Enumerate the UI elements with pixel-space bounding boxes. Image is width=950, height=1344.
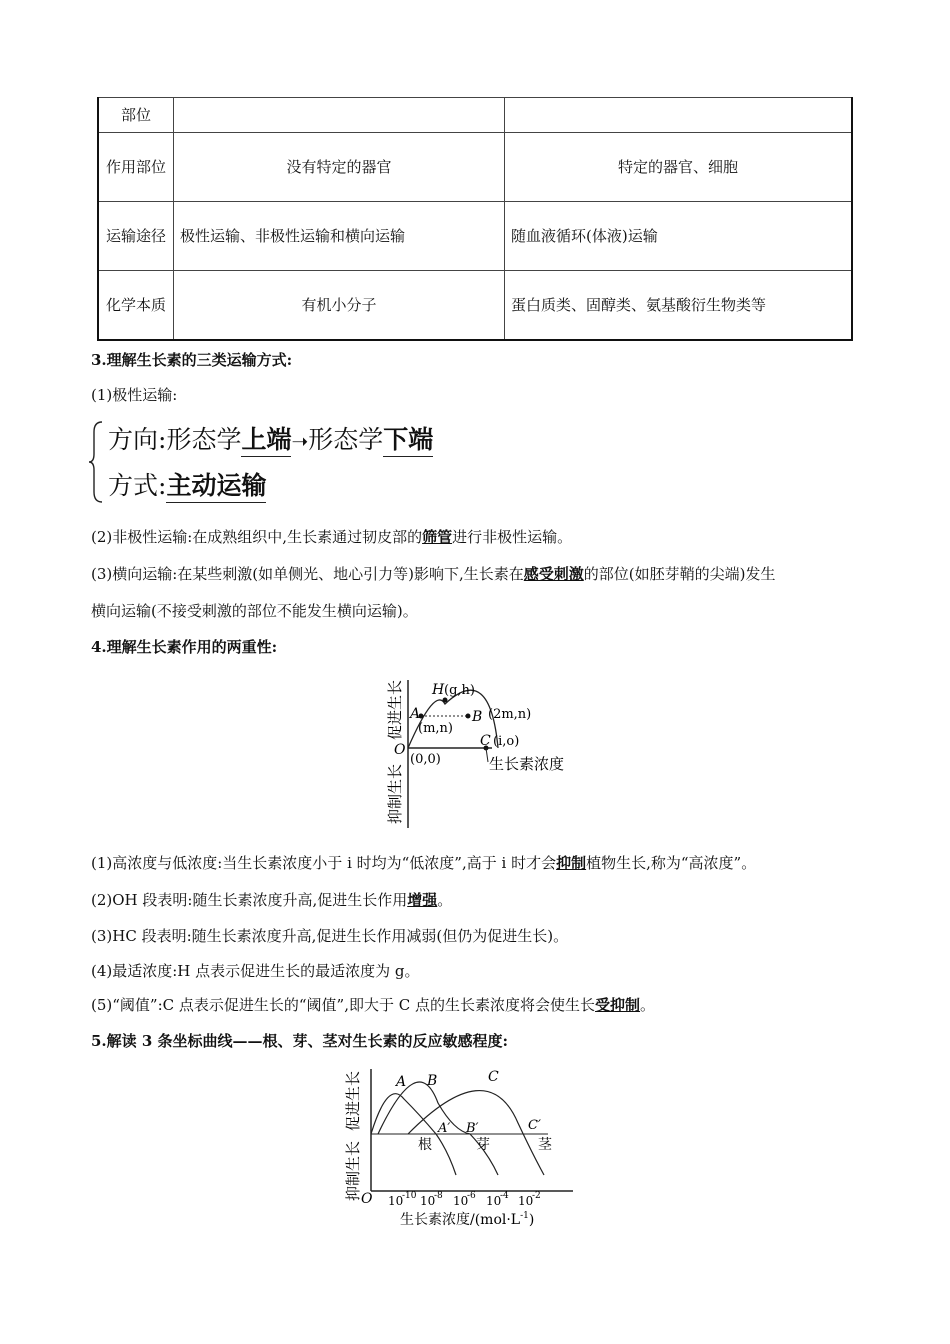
label-bud: 芽 xyxy=(476,1137,490,1153)
label-origin: (0,0) xyxy=(410,752,441,767)
x-ticks xyxy=(388,1191,541,1208)
key-term: 受抑制 xyxy=(595,996,641,1014)
point-4: (4)最适浓度:H 点表示促进生长的最适浓度为 g。 xyxy=(91,962,420,980)
text: (5)“阈值”:C 点表示促进生长的“阈值”,即大于 C 点的生长素浓度将会使生长 xyxy=(91,996,596,1014)
tick-label: 10 xyxy=(420,1194,436,1208)
section-4-heading: 4.理解生长素作用的两重性: xyxy=(91,638,278,656)
table-cell xyxy=(505,98,853,133)
text: 植物生长,称为“高浓度”。 xyxy=(586,854,757,872)
row-label: 作用部位 xyxy=(98,133,174,202)
section-5-heading: 5.解读 3 条坐标曲线——根、芽、茎对生长素的反应敏感程度: xyxy=(91,1032,509,1050)
x-label-sup: -1 xyxy=(520,1211,529,1221)
label-a-coord: (m,n) xyxy=(418,721,453,736)
dual-effect-chart xyxy=(380,668,580,833)
tick-exp: -6 xyxy=(467,1191,476,1201)
point-h xyxy=(443,698,448,703)
table-row xyxy=(98,98,852,133)
tick-label: 10 xyxy=(518,1194,534,1208)
mode-label: 方式: xyxy=(108,471,167,500)
label-root: 根 xyxy=(418,1137,432,1153)
polar-transport-figure xyxy=(88,418,508,506)
label-a: A xyxy=(410,706,421,722)
comparison-table xyxy=(97,97,853,341)
point-5 xyxy=(91,994,655,1015)
tick-label: 10 xyxy=(453,1194,469,1208)
mode-value: 主动运输 xyxy=(166,471,266,503)
direction-from-bold: 上端 xyxy=(241,425,291,457)
table-cell: 有机小分子 xyxy=(174,271,505,340)
label-stem: 茎 xyxy=(538,1137,552,1153)
text: 。 xyxy=(437,891,453,909)
label-h-coord: (g,h) xyxy=(444,683,475,698)
table-cell: 随血液循环(体液)运输 xyxy=(505,202,853,271)
label-o: O xyxy=(361,1191,373,1207)
direction-to: 形态学 xyxy=(308,425,384,454)
label-b: B xyxy=(472,709,483,725)
point-2 xyxy=(91,889,452,910)
direction-from: 形态学 xyxy=(166,425,242,454)
lateral-transport-line2: 横向运输(不接受刺激的部位不能发生横向运输)。 xyxy=(91,602,418,620)
label-c-coord: (i,o) xyxy=(493,734,520,749)
key-term: 增强 xyxy=(407,891,438,909)
direction-line xyxy=(108,420,433,456)
tick-label: 10 xyxy=(486,1194,502,1208)
text: 的部位(如胚芽鞘的尖端)发生 xyxy=(583,565,776,583)
tick-exp: -10 xyxy=(402,1191,417,1201)
text: (3)横向运输:在某些刺激(如单侧光、地心引力等)影响下,生长素在 xyxy=(91,565,524,583)
row-label: 化学本质 xyxy=(98,271,174,340)
label-c-prime: C′ xyxy=(528,1118,541,1133)
table-cell: 极性运输、非极性运输和横向运输 xyxy=(174,202,505,271)
x-axis-label: 生长素浓度 xyxy=(489,755,565,773)
tick-exp: -2 xyxy=(532,1191,541,1201)
brace-icon xyxy=(88,418,108,506)
label-a: A xyxy=(396,1074,407,1090)
row-label: 运输途径 xyxy=(98,202,174,271)
key-term: 抑制 xyxy=(556,854,587,872)
point-b xyxy=(466,714,471,719)
tick-exp: -4 xyxy=(500,1191,509,1201)
label-h: H xyxy=(432,682,445,698)
table-cell: 蛋白质类、固醇类、氨基酸衍生物类等 xyxy=(505,271,853,340)
label-a-prime: A′ xyxy=(438,1121,451,1136)
key-term: 感受刺激 xyxy=(523,565,584,583)
x-axis-label xyxy=(400,1211,534,1228)
y-axis-up-label: 促进生长 xyxy=(386,679,404,740)
mode-line xyxy=(108,466,266,502)
label-c: C xyxy=(488,1069,499,1085)
table-cell: 没有特定的器官 xyxy=(174,133,505,202)
y-axis-up-label: 促进生长 xyxy=(344,1070,362,1131)
point-1 xyxy=(91,852,756,873)
section-3-heading: 3.理解生长素的三类运输方式: xyxy=(91,351,293,369)
label-b: B xyxy=(427,1073,438,1089)
polar-transport-title: (1)极性运输: xyxy=(91,386,178,404)
text: 。 xyxy=(640,996,656,1014)
y-axis-down-label: 抑制生长 xyxy=(344,1140,362,1201)
organ-sensitivity-chart xyxy=(338,1063,588,1233)
y-axis-down-label: 抑制生长 xyxy=(386,763,404,824)
nonpolar-transport xyxy=(91,526,572,547)
table-cell: 特定的器官、细胞 xyxy=(505,133,853,202)
text: (2)非极性运输:在成熟组织中,生长素通过韧皮部的 xyxy=(91,528,423,546)
table-row xyxy=(98,202,852,271)
text: (1)高浓度与低浓度:当生长素浓度小于 i 时均为“低浓度”,高于 i 时才会 xyxy=(91,854,557,872)
table-row xyxy=(98,133,852,202)
direction-to-bold: 下端 xyxy=(383,425,433,457)
tick-exp: -8 xyxy=(434,1191,443,1201)
tick-label: 10 xyxy=(388,1194,404,1208)
x-label-end: ) xyxy=(528,1212,535,1228)
label-c: C xyxy=(480,733,491,749)
direction-label: 方向: xyxy=(108,425,167,454)
table-row xyxy=(98,271,852,340)
label-b-coord: (2m,n) xyxy=(488,707,532,722)
text: 进行非极性运输。 xyxy=(452,528,573,546)
row-label: 部位 xyxy=(98,98,174,133)
label-o: O xyxy=(394,742,406,758)
point-3: (3)HC 段表明:随生长素浓度升高,促进生长作用减弱(但仍为促进生长)。 xyxy=(91,927,569,945)
lateral-transport xyxy=(91,563,776,584)
label-b-prime: B′ xyxy=(466,1121,479,1136)
arrow-icon: ➝ xyxy=(291,429,309,453)
table-cell xyxy=(174,98,505,133)
x-label-text: 生长素浓度/(mol·L xyxy=(400,1212,521,1228)
text: (2)OH 段表明:随生长素浓度升高,促进生长作用 xyxy=(91,891,408,909)
key-term: 筛管 xyxy=(422,528,453,546)
